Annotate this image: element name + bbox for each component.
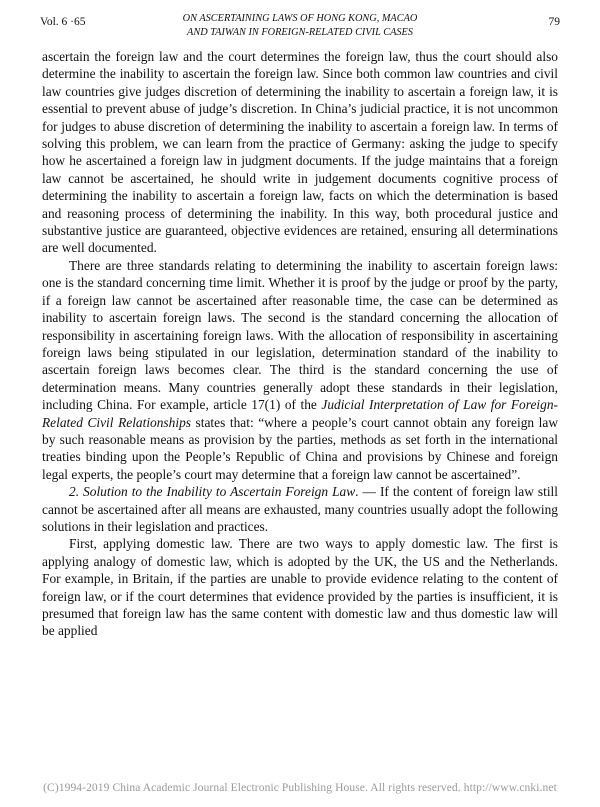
paragraph-2-text-a: There are three standards relating to determining the inability to ascertain foreign laws: one is the standard concerning time limit. Whether it is proof by the judge or proof by the party, if a foreign law cannot be ascertained after reasonable time, the case can be determined as inability to ascertain foreign laws. The second is the standard concerning the allocation of responsibility in ascertaining foreign laws. With the allocation of responsibility in ascertaining foreign laws being stipulated in our legislation, determination standard of the inability to ascertain foreign laws becomes clear. The third is the standard concerning the use of determination means. Many countries generally adopt these standards in their legislation, including China. For example, article 17(1) of the — [42, 257, 558, 413]
volume-label: Vol. 6 ·65 — [40, 16, 86, 28]
paragraph-2 — [42, 257, 558, 483]
paragraph-3-text: If the content of foreign law still cannot be ascertained after all means are exhausted, many countries usually adopt the following solutions in their legislation and practices. — [42, 484, 558, 534]
copyright-footer: (C)1994-2019 China Academic Journal Electronic Publishing House. All rights reserved. http://www.cnki.net — [43, 782, 557, 794]
paragraph-2-text-b: states that: “where a people’s court cannot obtain any foreign law by such reasonable means as provision by the parties, methods as set forth in the international treaties binding upon the People’s Republic of China and provisions by Chinese and foreign legal experts, the people’s court may determine that a foreign law cannot be ascertained”. — [42, 414, 558, 482]
running-title-line-2: AND TAIWAN IN FOREIGN-RELATED CIVIL CASES — [187, 27, 413, 38]
paragraph-1: ascertain the foreign law and the court determines the foreign law, thus the court should also determine the inability to ascertain the foreign law. Since both common law countries and civil law countries give judges discretion of determining the inability to ascertain a foreign law, it is essential to prevent abuse of judge’s discretion. In China’s judicial practice, it is not uncommon for judges to abuse discretion of determining the inability to ascertain a foreign law. In terms of solving this problem, we can learn from the practice of Germany: asking the judge to specify how he ascertained a foreign law in judgment documents. If the judge maintains that a foreign law cannot be ascertained, he should write in judgement documents cognitive process of determining the inability to ascertain a foreign law, facts on which the determination is based and reasoning process of determining the inability. In this way, both procedural justice and substantive justice are guaranteed, objective evidences are retained, ensuring all determinations are well documented. — [42, 49, 558, 256]
statute-title: Judicial Interpretation of Law for Foreign-Related Civil Relationships — [42, 397, 558, 430]
page-header — [40, 10, 560, 44]
section-heading-dash: . — — [355, 484, 380, 500]
section-heading: 2. Solution to the Inability to Ascertain Foreign Law — [69, 484, 356, 500]
paragraph-3 — [42, 483, 558, 535]
page-number: 79 — [548, 16, 560, 28]
running-title — [40, 12, 560, 40]
running-title-line-1: ON ASCERTAINING LAWS OF HONG KONG, MACAO — [182, 13, 418, 24]
article-body — [42, 48, 558, 640]
paragraph-4: First, applying domestic law. There are two ways to apply domestic law. The first is applying analogy of domestic law, which is adopted by the UK, the US and the Netherlands. For example, in Britain, if the parties are unable to provide evidence relating to the content of foreign law, or if the court determines that evidence provided by the parties is insufficient, it is presumed that foreign law has the same content with domestic law and thus domestic law will be applied — [42, 536, 558, 639]
